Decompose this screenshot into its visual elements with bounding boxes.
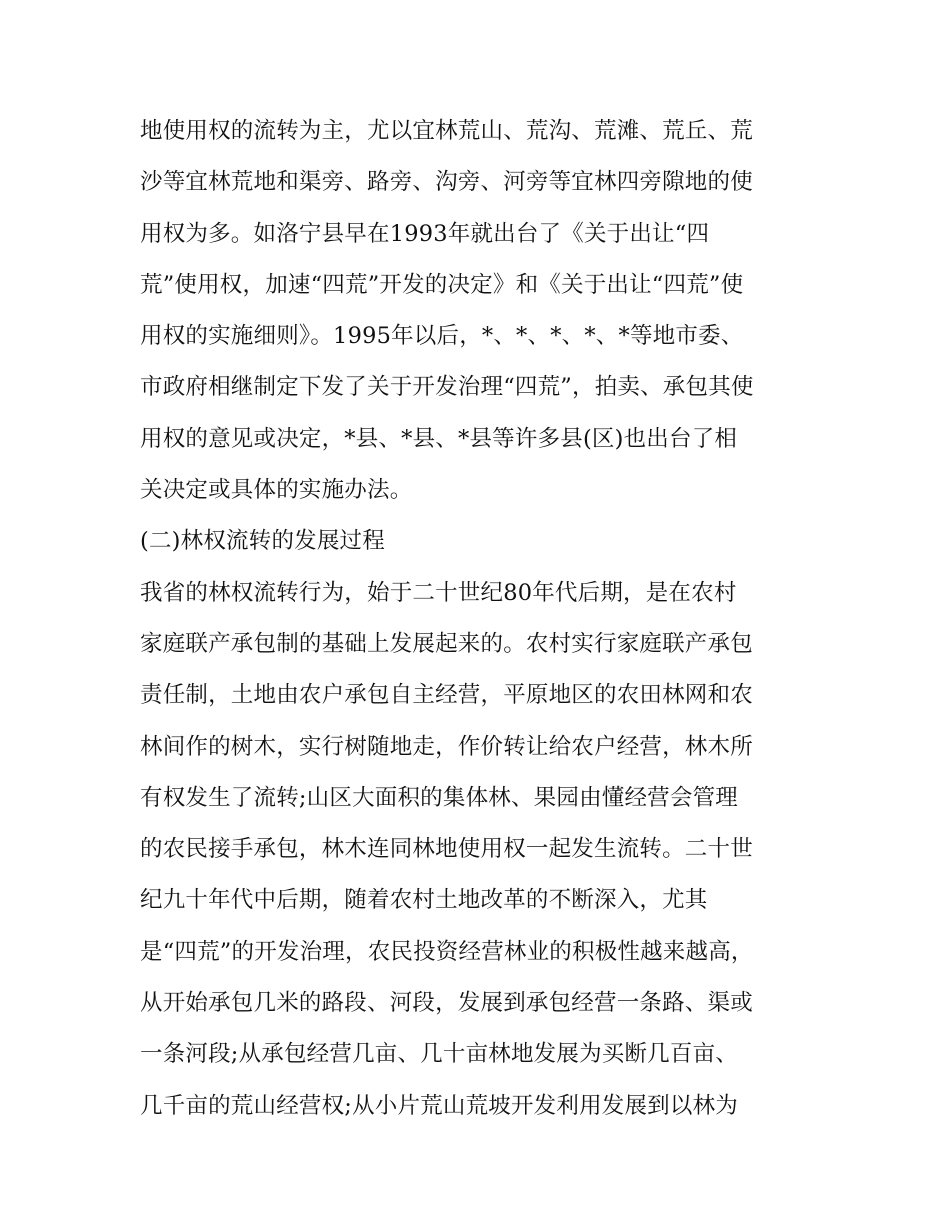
- text-line: 的农民接手承包，林木连同林地使用权一起发生流转。二十世: [140, 836, 753, 863]
- text-line: 家庭联产承包制的基础上发展起来的。农村实行家庭联产承包: [140, 630, 753, 657]
- section-heading: (二)林权流转的发展过程: [140, 528, 385, 555]
- text-line: 纪九十年代中后期，随着农村土地改革的不断深入，尤其: [140, 887, 708, 914]
- text-line: 关决定或具体的实施办法。: [140, 477, 413, 504]
- text-line: 荒”使用权，加速“四荒”开发的决定》和《关于出让“四荒”使: [140, 271, 744, 298]
- text-line: 几千亩的荒山经营权;从小片荒山荒坡开发利用发展到以林为: [140, 1092, 738, 1119]
- text-line: 林间作的树木，实行树随地走，作价转让给农户经营，林木所: [140, 733, 753, 760]
- text-line: 市政府相继制定下发了关于开发治理“四荒”，拍卖、承包其使: [140, 374, 754, 401]
- text-line: 沙等宜林荒地和渠旁、路旁、沟旁、河旁等宜林四旁隙地的使: [140, 169, 753, 196]
- text-line: 用权的意见或决定，*县、*县、*县等许多县(区)也出台了相: [140, 425, 738, 452]
- text-line: 责任制，土地由农户承包自主经营，平原地区的农田林网和农: [140, 682, 753, 709]
- text-line: 一条河段;从承包经营几亩、几十亩林地发展为买断几百亩、: [140, 1041, 738, 1068]
- text-line: 用权的实施细则》。1995年以后，*、*、*、*、*等地市委、: [140, 323, 744, 350]
- text-line: 我省的林权流转行为，始于二十世纪80年代后期，是在农村: [140, 579, 737, 606]
- text-line: 有权发生了流转;山区大面积的集体林、果园由懂经营会管理: [140, 784, 738, 811]
- text-line: 是“四荒”的开发治理，农民投资经营林业的积极性越来越高，: [140, 938, 754, 965]
- body-text: [140, 106, 830, 1132]
- text-line: 用权为多。如洛宁县早在1993年就出台了《关于出让“四: [140, 220, 710, 247]
- text-line: 从开始承包几米的路段、河段，发展到承包经营一条路、渠或: [140, 990, 753, 1017]
- text-line: 地使用权的流转为主，尤以宜林荒山、荒沟、荒滩、荒丘、荒: [140, 118, 753, 144]
